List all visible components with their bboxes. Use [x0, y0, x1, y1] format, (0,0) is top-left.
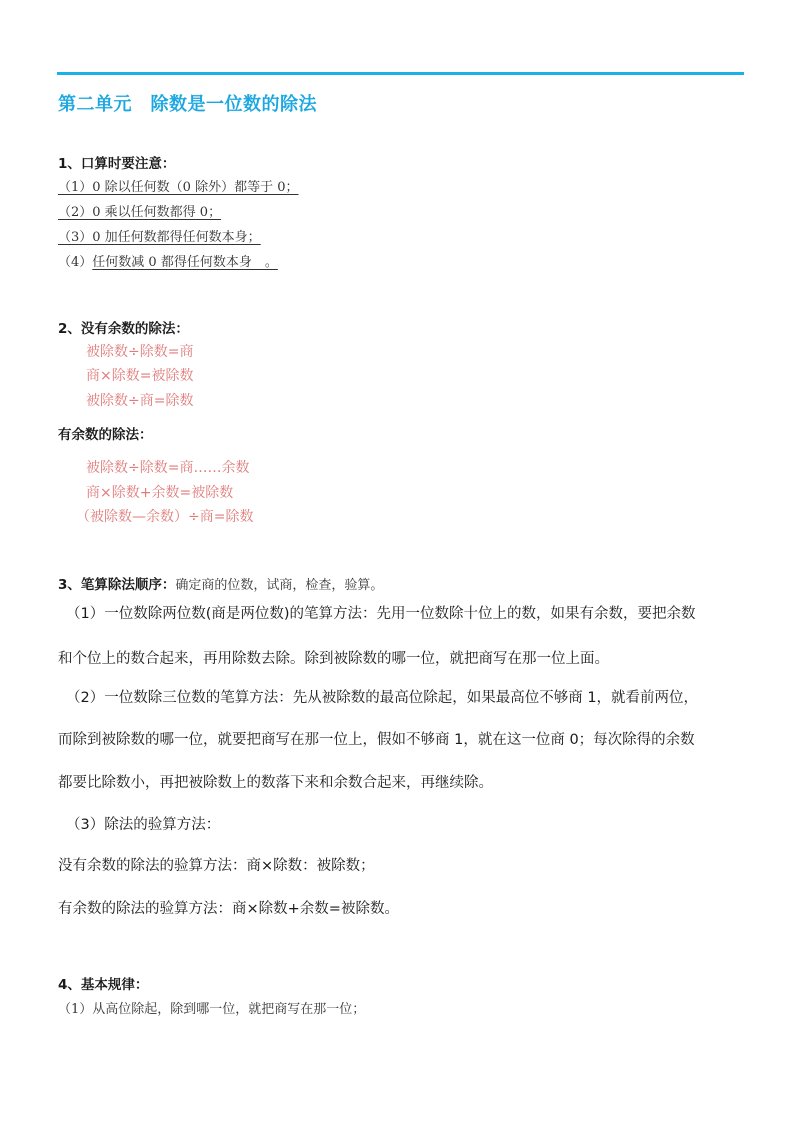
formula-5: 商×除数+余数=被除数 [86, 485, 234, 501]
s1-item-2: （2）0 乘以任何数都得 0； [58, 205, 222, 220]
s3-para-5: 都要比除数小，再把被除数上的数落下来和余数合起来，再继续除。 [58, 775, 493, 791]
s3-para-2: 和个位上的数合起来，再用除数去除。除到被除数的哪一位，就把商写在那一位上面。 [58, 651, 609, 667]
s3-para-8: 有余数的除法的验算方法：商×除数+余数=被除数。 [58, 901, 399, 917]
formula-1: 被除数÷除数=商 [86, 344, 194, 360]
formula-6: （被除数—余数）÷商=除数 [76, 509, 254, 525]
s1-item-3: （3）0 加任何数都得任何数本身； [58, 230, 261, 245]
formula-3: 被除数÷商=除数 [86, 393, 194, 409]
formula-2: 商×除数=被除数 [86, 368, 194, 384]
section-1-heading: 1、口算时要注意： [58, 156, 176, 172]
s3-para-7: 没有余数的除法的验算方法：商×除数：被除数； [58, 858, 375, 874]
section-3-heading [58, 573, 383, 593]
s3-para-1: （1）一位数除两位数(商是两位数)的笔算方法：先用一位数除十位上的数，如果有余数，要把余数 [66, 606, 696, 622]
s4-item-1: （1）从高位除起，除到哪一位，就把商写在那一位； [58, 1002, 366, 1017]
s3-heading-rest: 确定商的位数，试商，检查，验算。 [175, 578, 384, 593]
page-title: 第二单元 除数是一位数的除法 [58, 94, 317, 115]
s3-para-4: 而除到被除数的哪一位，就要把商写在那一位上，假如不够商 1，就在这一位商 0；每次除得的余数 [58, 732, 695, 748]
formula-4: 被除数÷除数=商……余数 [86, 460, 250, 476]
s3-para-3: （2）一位数除三位数的笔算方法：先从被除数的最高位除起，如果最高位不够商 1，就看前两位， [66, 690, 699, 706]
section-2-heading: 2、没有余数的除法： [58, 321, 189, 337]
s3-para-6: （3）除法的验算方法： [66, 817, 221, 833]
header-rule [57, 72, 744, 75]
section-4-heading: 4、基本规律： [58, 977, 149, 993]
s1-item-1: （1）0 除以任何数（0 除外）都等于 0； [58, 180, 299, 195]
s1-item-4 [58, 251, 278, 270]
section-2b-heading: 有余数的除法： [58, 427, 153, 443]
s1-item-4-text: 任何数减 0 都得任何数本身 。 [92, 255, 278, 270]
s1-item-4-prefix: （4） [58, 255, 93, 270]
s3-heading-label: 3、笔算除法顺序： [58, 577, 176, 593]
